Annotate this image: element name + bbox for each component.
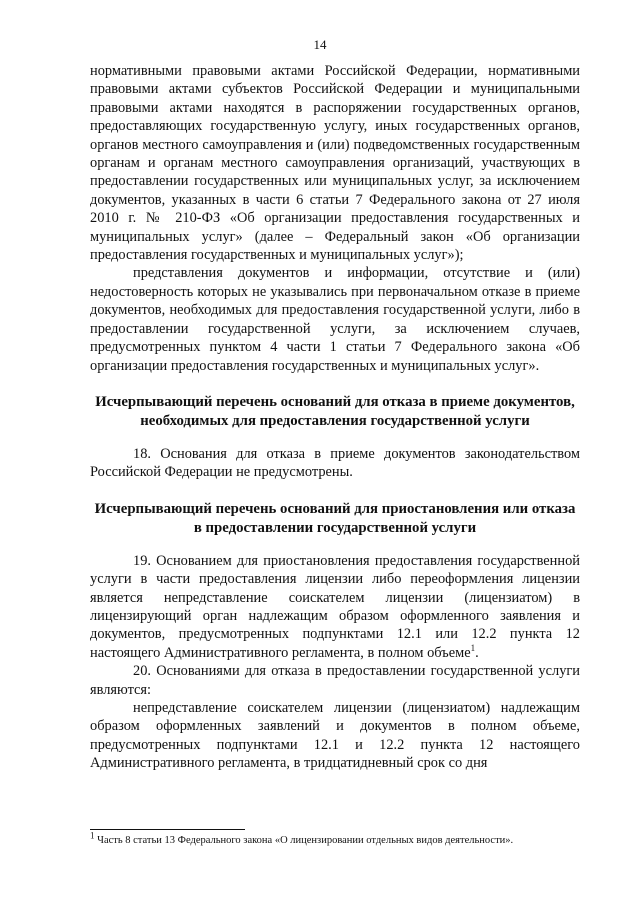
paragraph-19-end: . — [475, 644, 479, 661]
paragraph-20-item: непредставление соискателем лицензии (лицензиатом) надлежащим образом оформленных заявлений и документов в полном объеме, предусмотренных подпунктами 12.1 и 12.2 пункта 12 настоящего Административного регламента, в тридцатидневный срок со дня — [90, 699, 580, 772]
paragraph-19 — [90, 552, 580, 662]
paragraph-20: 20. Основаниями для отказа в предоставлении государственной услуги являются: — [90, 663, 580, 698]
page-number: 14 — [313, 37, 327, 52]
paragraph-continuation: нормативными правовыми актами Российской Федерации, нормативными правовыми актами субъектов Российской Федерации и муниципальными правовыми актами находятся в распоряжении государственных органов, предоставляющих государственную услугу, иных государственных органов, органов местного самоуправления и (или) подведомственных государственным органам и органам местного самоуправления организаций, участвующих в предоставлении государственных или муниципальных услуг, за исключением документов, указанных в части 6 статьи 7 Федерального закона от 27 июля 2010 г. № 210-ФЗ «Об организации предоставления государственных и муниципальных услуг» (далее – Федеральный закон «Об организации предоставления государственных и муниципальных услуг»); — [90, 63, 580, 264]
footnote-text: Часть 8 статьи 13 Федерального закона «О лицензировании отдельных видов деятельности». — [94, 835, 514, 846]
paragraph-documents-info: представления документов и информации, отсутствие и (или) недостоверность которых не указывались при первоначальном отказе в приеме документов, необходимых для предоставления государственной услуги, либо в предоставлении государственной услуги, за исключением случаев, предусмотренных пунктом 4 части 1 статьи 7 Федерального закона «Об организации предоставления государственных и муниципальных услуг». — [90, 265, 580, 374]
paragraph-19-text: 19. Основанием для приостановления предоставления государственной услуги в части предоставления лицензии либо переоформления лицензии является непредставление соискателем лицензии (лицензиатом) в лицензирующий орган надлежащим образом оформленного заявления и документов, предусмотренных подпунктами 12.1 или 12.2 пункта 12 настоящего Административного регламента, в полном объеме — [90, 552, 580, 661]
footnote-reference: 1 — [470, 642, 476, 653]
footnote-separator — [90, 829, 245, 830]
section-heading-refusal-acceptance: Исчерпывающий перечень оснований для отказа в приеме документов, необходимых для предоставления государственной услуги — [95, 393, 575, 429]
document-body — [90, 62, 580, 773]
section-heading-suspension-refusal: Исчерпывающий перечень оснований для приостановления или отказа в предоставлении государственной услуги — [94, 500, 576, 536]
footnote-mark: 1 — [90, 830, 95, 841]
footnote — [90, 830, 590, 847]
paragraph-18: 18. Основания для отказа в приеме документов законодательством Российской Федерации не предусмотрены. — [90, 445, 580, 481]
